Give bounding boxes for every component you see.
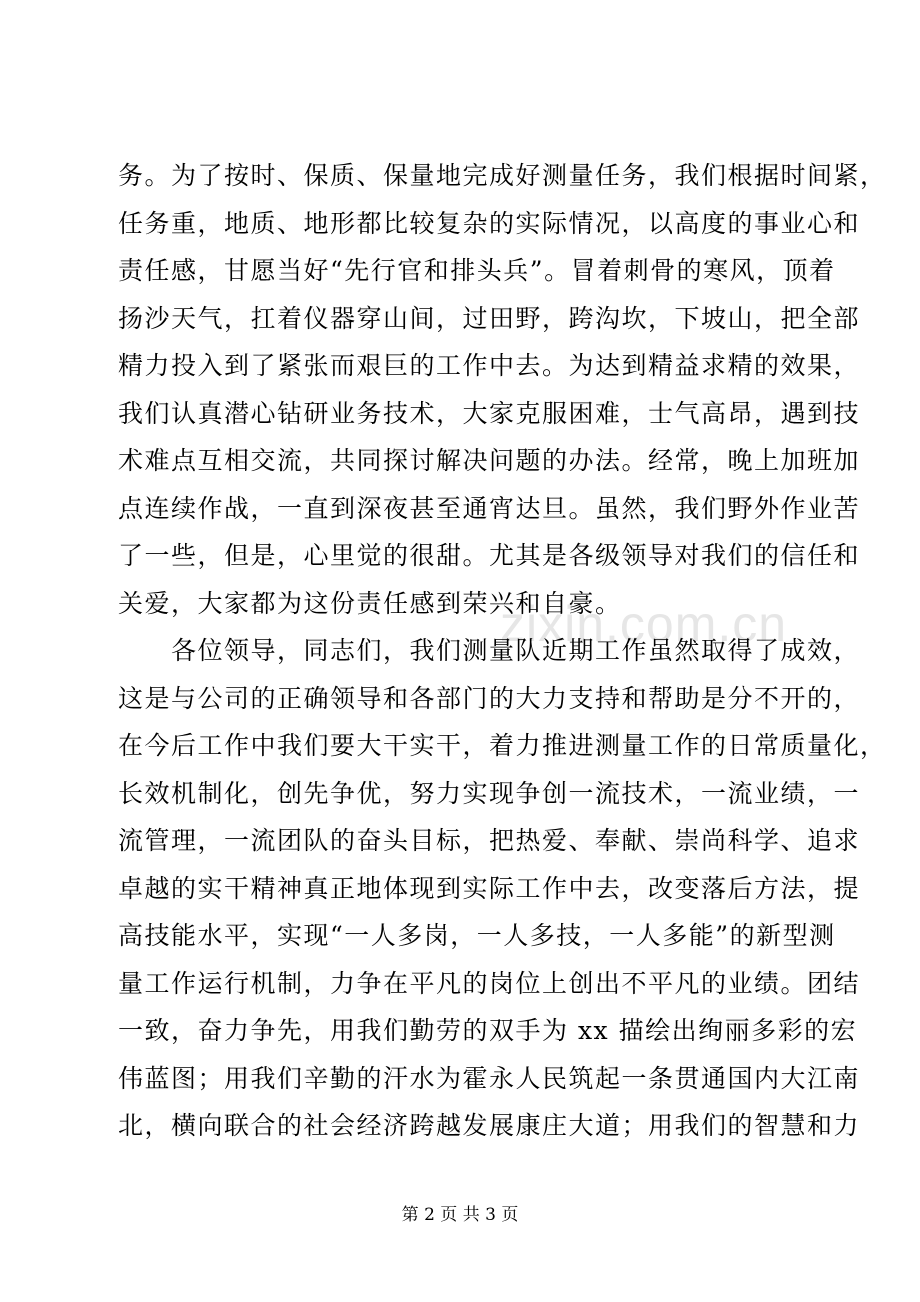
text-line: 我们认真潜心钻研业务技术，大家克服困难，士气高昂，遇到技 (118, 398, 861, 428)
text-line: 责任感，甘愿当好“先行官和排头兵”。冒着刺骨的寒风，顶着 (118, 256, 836, 285)
text-line: 卓越的实干精神真正地体现到实际工作中去，改变落后方法，提 (118, 873, 861, 903)
page-footer: 第 2 页 共 3 页 (401, 1205, 519, 1225)
text-line: 这是与公司的正确领导和各部门的大力支持和帮助是分不开的， (118, 683, 861, 713)
text-line: 了一些，但是，心里觉的很甜。尤其是各级领导对我们的信任和 (118, 541, 861, 570)
text-line: 高技能水平，实现“一人多岗，一人多技，一人多能”的新型测 (118, 921, 836, 950)
text-line: 各位领导，同志们，我们测量队近期工作虽然取得了成效， (118, 636, 861, 665)
watermark: zixin.com.cn (500, 596, 788, 652)
text-line: 伟蓝图；用我们辛勤的汗水为霍永人民筑起一条贯通国内大江南 (118, 1063, 861, 1093)
text-line: 北，横向联合的社会经济跨越发展康庄大道；用我们的智慧和力 (118, 1111, 861, 1140)
text-line: 扬沙天气，扛着仪器穿山间，过田野，跨沟坎，下坡山，把全部 (118, 303, 861, 333)
text-line: 务。为了按时、保质、保量地完成好测量任务，我们根据时间紧， (118, 161, 887, 190)
text-line: 在今后工作中我们要大干实干，着力推进测量工作的日常质量化， (118, 731, 887, 760)
text-line: 术难点互相交流，共同探讨解决问题的办法。经常，晚上加班加 (118, 446, 861, 475)
text-line: 关爱，大家都为这份责任感到荣兴和自豪。 (118, 588, 622, 618)
text-line: 一致，奋力争先，用我们勤劳的双手为 xx 描绘出绚丽多彩的宏 (118, 1016, 858, 1045)
text-line: 点连续作战，一直到深夜甚至通宵达旦。虽然，我们野外作业苦 (118, 493, 861, 523)
text-line: 长效机制化，创先争优，努力实现争创一流技术，一流业绩，一 (118, 778, 861, 808)
text-line: 任务重，地质、地形都比较复杂的实际情况，以高度的事业心和 (118, 208, 861, 238)
document-body (118, 152, 887, 1150)
text-line: 流管理，一流团队的奋头目标，把热爱、奉献、崇尚科学、追求 (118, 826, 861, 855)
text-line: 量工作运行机制，力争在平凡的岗位上创出不平凡的业绩。团结 (118, 968, 861, 998)
text-line: 精力投入到了紧张而艰巨的工作中去。为达到精益求精的效果， (118, 351, 861, 380)
